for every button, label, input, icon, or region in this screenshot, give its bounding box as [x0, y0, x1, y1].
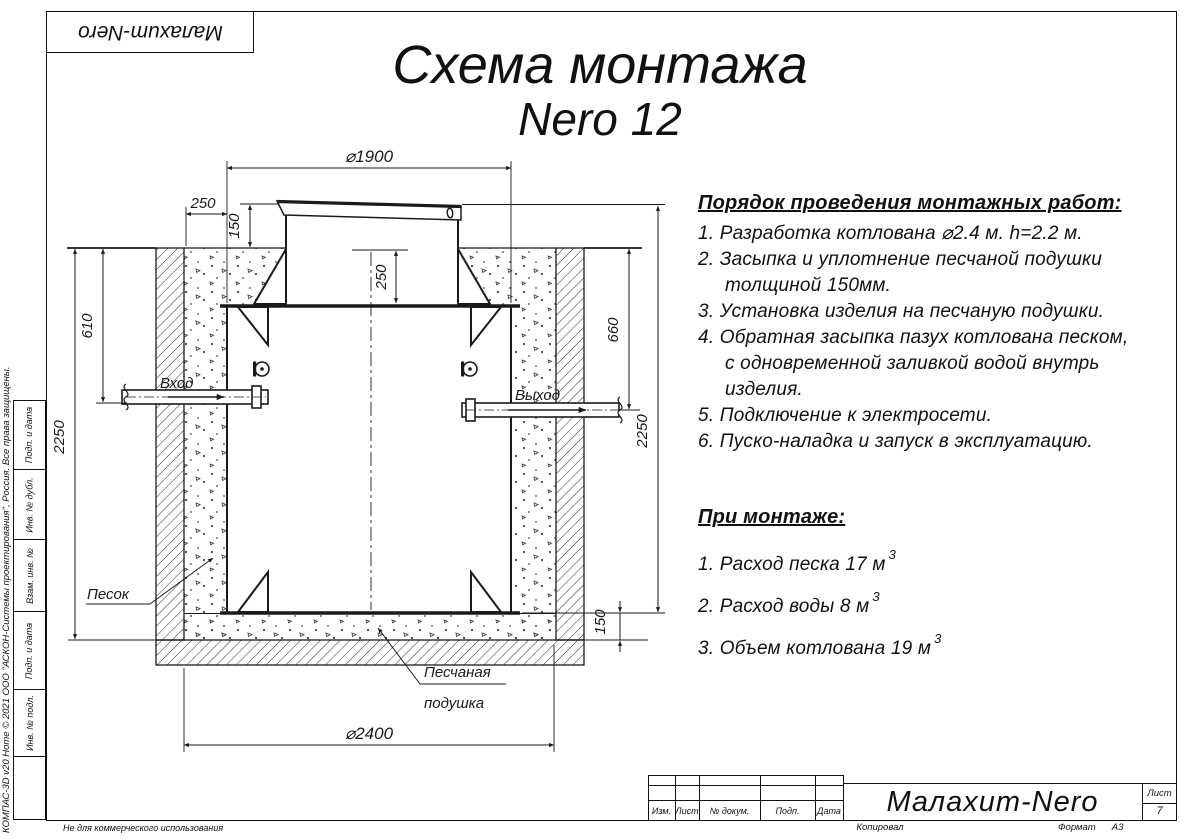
step-line: 5. Подключение к электросети.	[698, 405, 993, 426]
dim-lid-height: 150	[226, 213, 243, 239]
step-line: 6. Пуско-наладка и запуск в эксплуатацию.	[698, 431, 1093, 452]
dim-inlet-depth: 610	[79, 313, 96, 339]
step-line: 2. Засыпка и уплотнение песчаной подушки	[698, 249, 1102, 270]
titleblock-col-data: Дата	[817, 805, 841, 816]
inlet-label: Вход	[160, 375, 194, 392]
step-line: с одновременной заливкой водой внутрь	[725, 353, 1100, 374]
titleblock-sheet-number: 7	[1156, 805, 1163, 817]
stamp-cell-4: Подп. и дата	[13, 612, 46, 690]
titleblock-col-podp: Подп.	[775, 805, 800, 816]
page-title: Схема монтажа	[392, 35, 808, 95]
stamp-cell-3: Взам. инв. №	[13, 540, 46, 612]
montage-item: 1. Расход песка 17 м $^3$	[698, 547, 897, 575]
step-line: 1. Разработка котлована ⌀2.4 м. h=2.2 м.	[698, 223, 1083, 244]
montage-heading: При монтаже:	[698, 506, 846, 528]
outlet-label: Выход	[515, 387, 561, 404]
titleblock-format: Формат А3	[1058, 822, 1124, 833]
step-line: 3. Установка изделия на песчаную подушки.	[698, 301, 1105, 322]
titleblock-product-name: Малахит-Nero	[886, 785, 1099, 818]
titleblock-line	[648, 785, 843, 786]
montage-item: 3. Объем котлована 19 м $^3$	[698, 631, 942, 659]
sand-label: Песок	[87, 586, 129, 603]
dim-outlet-depth: 660	[605, 317, 622, 343]
non-commercial-notice: Не для коммерческого использования	[63, 823, 224, 833]
dim-product-height: 2250	[634, 414, 651, 448]
titleblock-line	[648, 775, 843, 776]
stamp-cell-1: Подп. и дата	[13, 400, 46, 470]
kompas-copyright: КОМПАС-3D v20 Home © 2021 ООО "АСКОН-Системы проектирования", Россия. Все права защищены.	[1, 366, 12, 833]
dim-neck-height: 250	[373, 264, 390, 290]
titleblock-col-docnum: № докум.	[709, 805, 750, 816]
stamp-cell-5: Инв. № подл.	[13, 690, 46, 757]
step-line: изделия.	[725, 379, 803, 400]
titleblock-line	[648, 800, 843, 801]
tank-lid	[277, 201, 461, 220]
dim-backfill: 250	[190, 195, 216, 212]
dim-pit-depth: 2250	[51, 420, 68, 454]
titleblock-col-list: Лист	[675, 805, 699, 816]
page-subtitle: Nero 12	[518, 93, 682, 145]
titleblock-sheet-label: Лист	[1147, 787, 1172, 799]
cushion-label-line2: подушка	[424, 695, 485, 712]
dim-top-width: ⌀1900	[344, 147, 394, 166]
montage-item: 2. Расход воды 8 м $^3$	[698, 589, 880, 617]
steps-heading: Порядок проведения монтажных работ:	[698, 192, 1122, 214]
titleblock-format-value: А3	[1111, 822, 1124, 833]
stamp-cell-2: Инв. № дубл.	[13, 470, 46, 540]
step-line: 4. Обратная засыпка пазух котлована песком,	[698, 327, 1129, 348]
tank-body	[227, 306, 511, 613]
cushion-label-line1: Песчаная	[424, 664, 491, 681]
dim-cushion: 150	[592, 609, 609, 635]
titleblock-col-izm: Изм.	[651, 805, 672, 816]
step-line: толщиной 150мм.	[725, 275, 892, 296]
titleblock-copied: Копировал	[856, 822, 904, 833]
dim-pit-width: ⌀2400	[344, 724, 394, 743]
logo-rotated-text: Малахит-Nero	[77, 21, 223, 44]
